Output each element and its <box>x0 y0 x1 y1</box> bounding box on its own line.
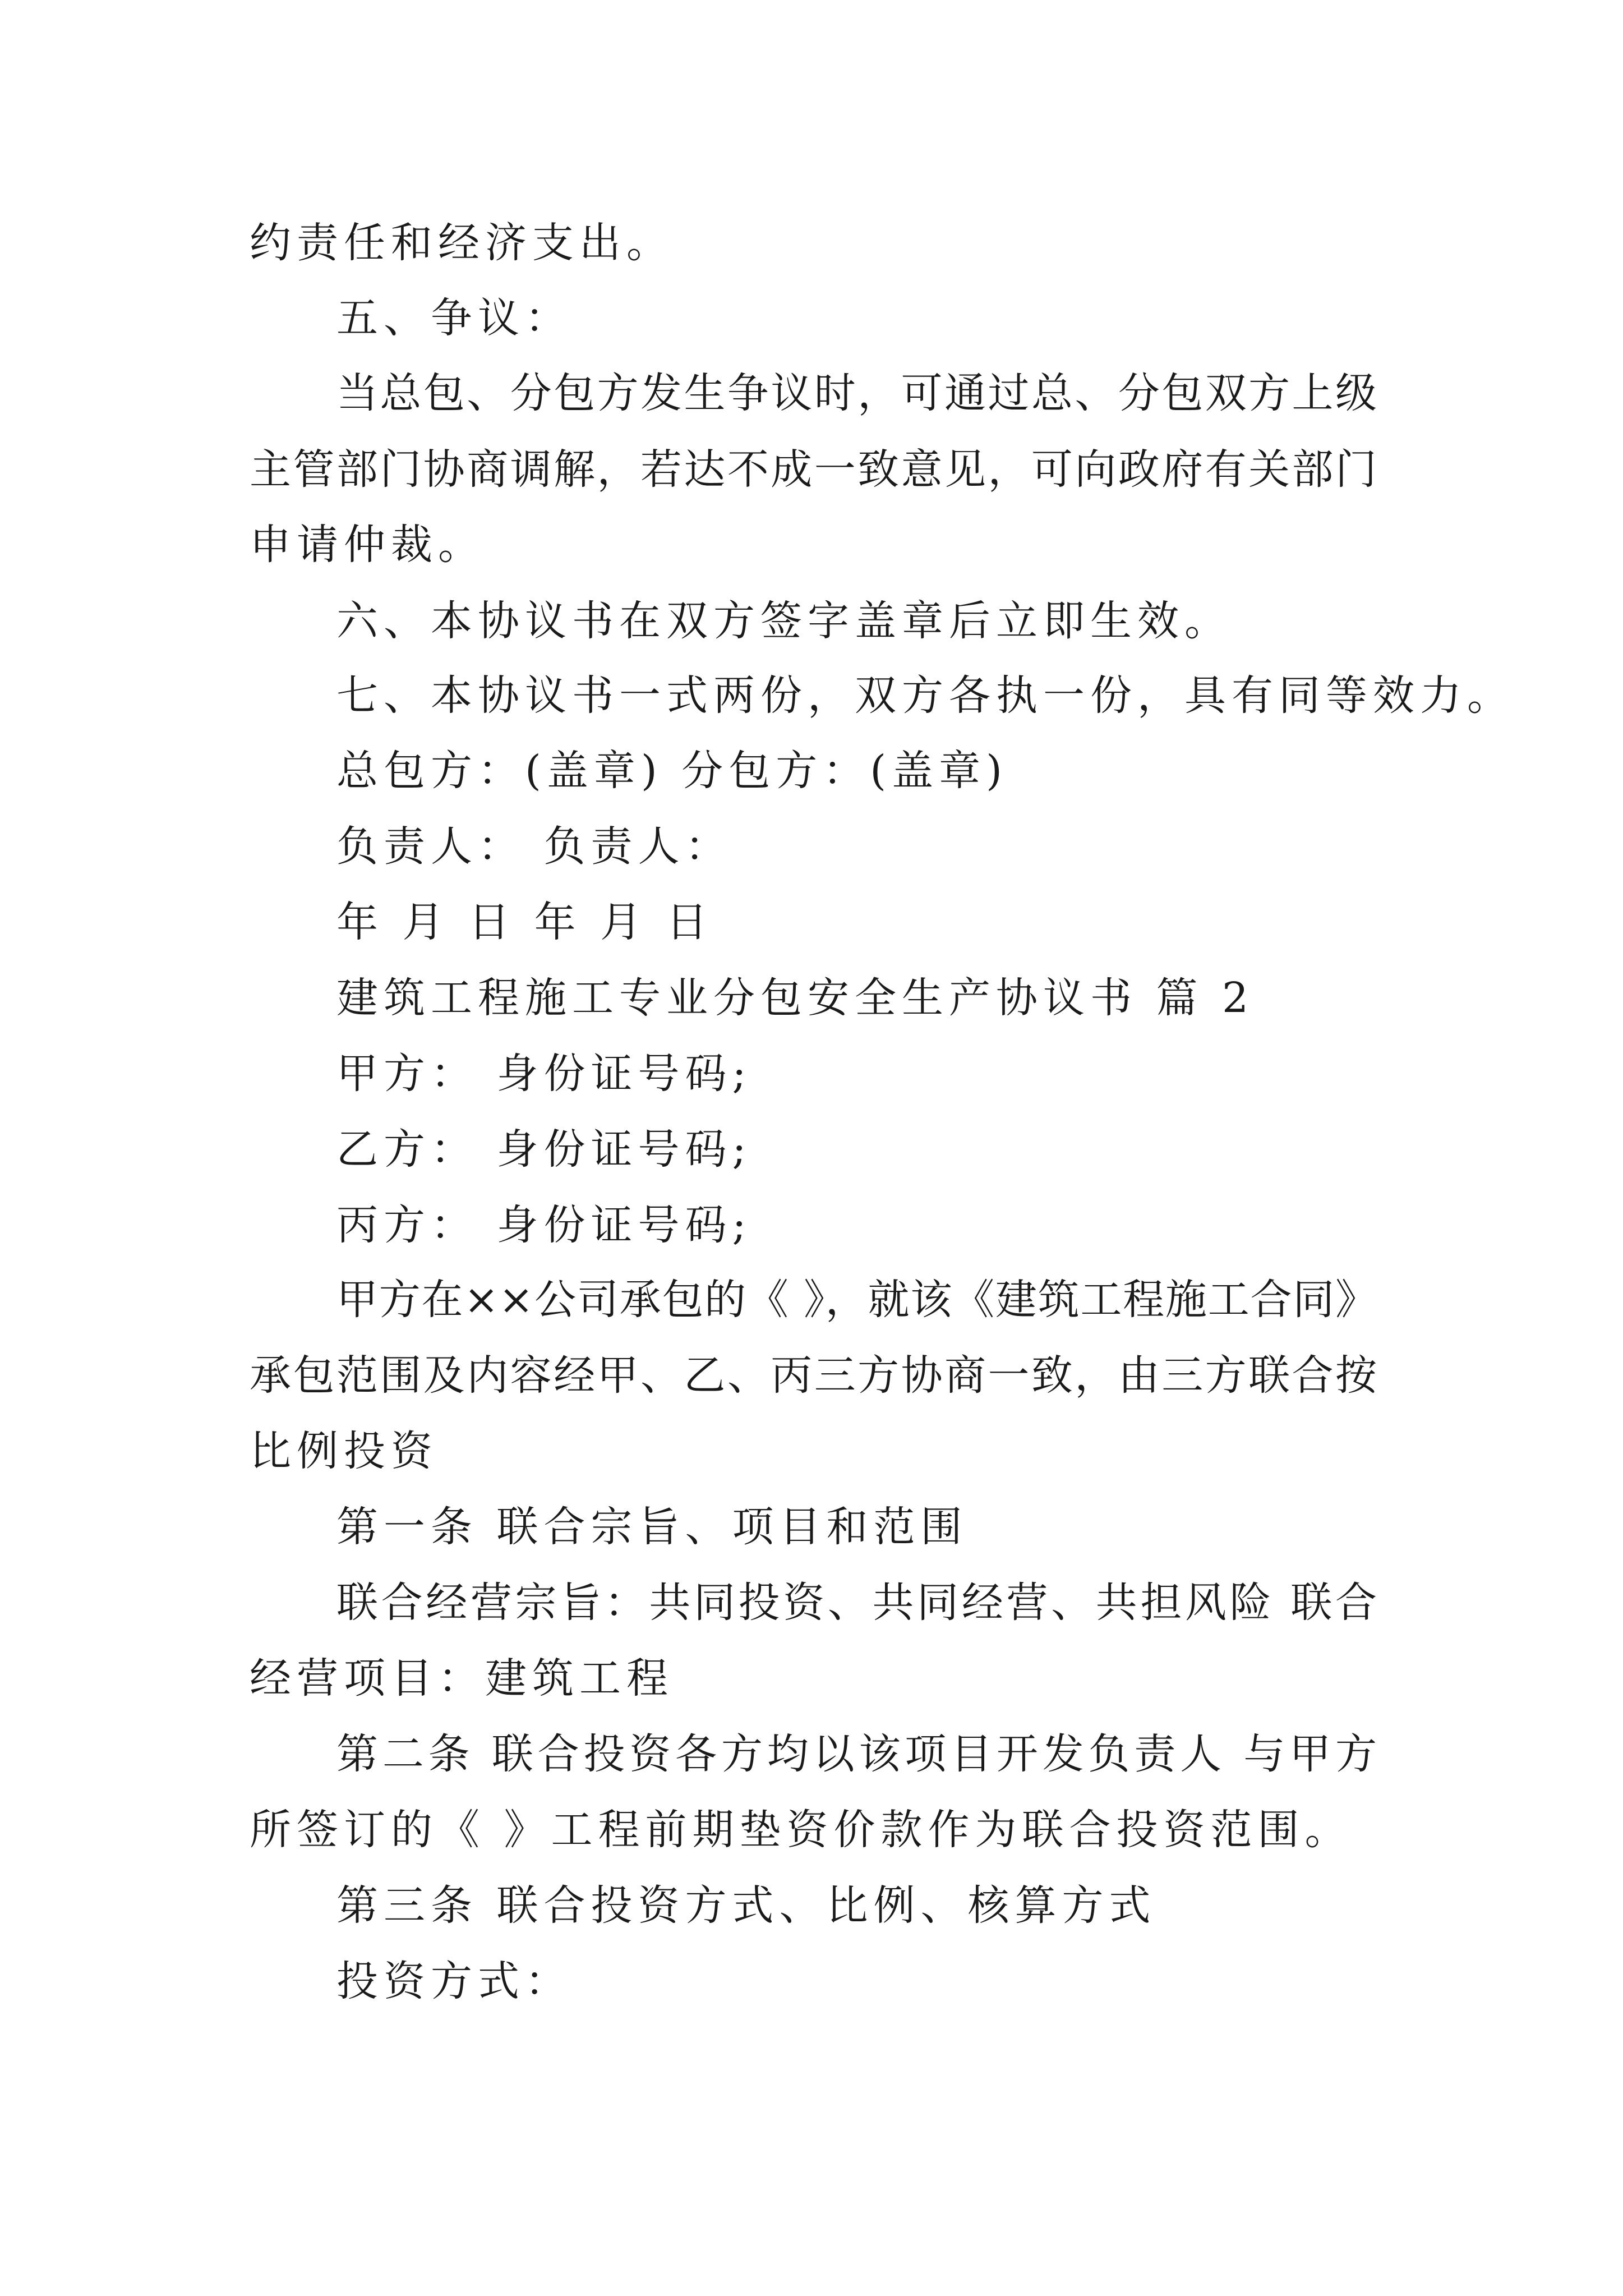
text-line: 申请仲裁。 <box>250 521 485 569</box>
text-line: 投资方式： <box>336 1957 572 2005</box>
text-line: 约责任和经济支出。 <box>250 219 674 267</box>
text-line: 所签订的《 》工程前期垫资价款作为联合投资范围。 <box>250 1806 1352 1854</box>
party-line: 甲方： 身份证号码; <box>336 1050 752 1098</box>
text-line: 主管部门协商调解，若达不成一致意见，可向政府有关部门 <box>250 445 1377 494</box>
article-heading: 第一条 联合宗旨、项目和范围 <box>336 1503 968 1551</box>
section-heading: 五、争议： <box>336 294 572 342</box>
text-line: 联合经营宗旨：共同投资、共同经营、共担风险 联合 <box>336 1579 1377 1627</box>
document-title: 建筑工程施工专业分包安全生产协议书 篇 2 <box>336 974 1255 1022</box>
text-line: 六、本协议书在双方签字盖章后立即生效。 <box>336 597 1232 645</box>
text-line: 七、本协议书一式两份，双方各执一份，具有同等效力。 <box>336 671 1514 720</box>
party-line: 乙方： 身份证号码; <box>336 1125 752 1174</box>
text-line: 承包范围及内容经甲、乙、丙三方协商一致，由三方联合按 <box>250 1351 1377 1400</box>
text-line: 当总包、分包方发生争议时，可通过总、分包双方上级 <box>336 369 1377 417</box>
signature-line: 总包方：(盖章) 分包方：(盖章) <box>336 747 1008 795</box>
text-line: 经营项目：建筑工程 <box>250 1654 674 1703</box>
text-line: 比例投资 <box>250 1427 438 1475</box>
text-line: 第二条 联合投资各方均以该项目开发负责人 与甲方 <box>336 1730 1377 1778</box>
signature-line: 负责人： 负责人： <box>336 822 732 871</box>
article-heading: 第三条 联合投资方式、比例、核算方式 <box>336 1881 1156 1930</box>
text-line: 甲方在××公司承包的《 》，就该《建筑工程施工合同》 <box>336 1276 1377 1324</box>
party-line: 丙方： 身份证号码; <box>336 1201 752 1249</box>
date-line: 年 月 日 年 月 日 <box>336 898 713 946</box>
